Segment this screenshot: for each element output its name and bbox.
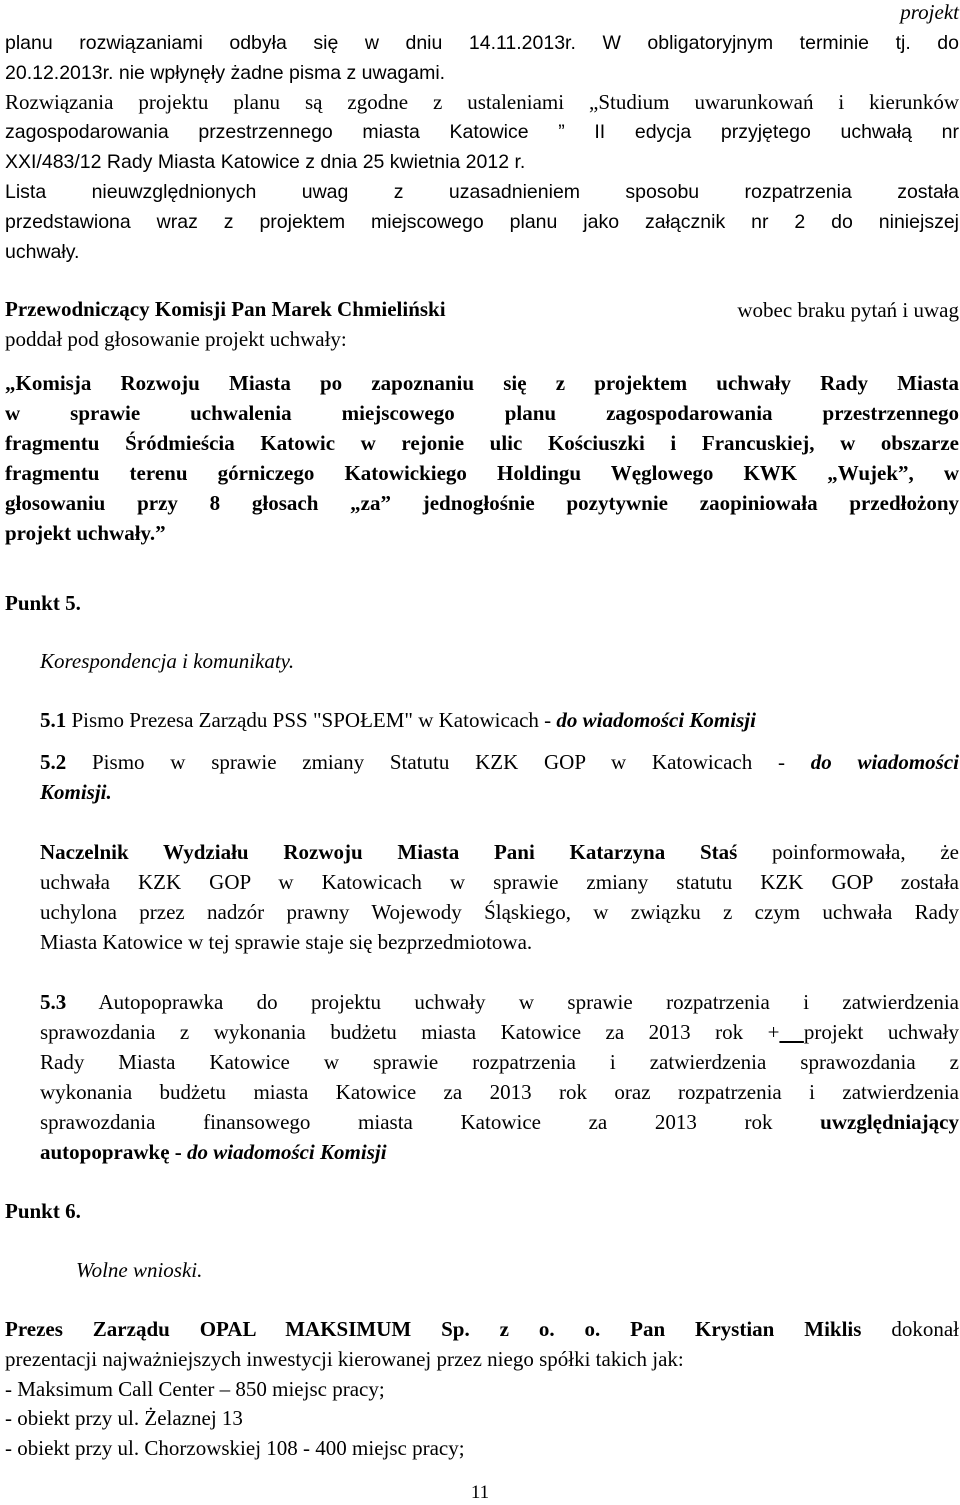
section-heading: Punkt 6. [5, 1199, 81, 1223]
naczelnik-line [40, 840, 959, 864]
paragraph-line: uchwały. [5, 241, 80, 263]
paragraph-line: Rady Miasta Katowice w sprawie rozpatrzenia i zatwierdzenia sprawozdania z [40, 1050, 959, 1074]
paragraph-line: przedstawiona wraz z projektem miejscowego planu jako załącznik nr 2 do niniejszej [5, 211, 959, 233]
resolution-line: w sprawie uchwalenia miejscowego planu zagospodarowania przestrzennego [5, 401, 959, 425]
item-number: 5.3 [40, 990, 67, 1014]
voting-intro-tail: wobec braku pytań i uwag [737, 298, 959, 322]
paragraph-line: prezentacji najważniejszych inwestycji kierowanej przez niego spółki takich jak: [5, 1347, 684, 1371]
speaker-text: dokonał [861, 1317, 959, 1341]
header-corner-label: projekt [900, 0, 959, 24]
text-span: sprawozdania finansowego miasta Katowice za 2013 rok [40, 1110, 821, 1134]
paragraph-line: uchylona przez nadzór prawny Wojewody Śląskiego, w związku z czym uchwała Rady [40, 900, 959, 924]
list-item: - obiekt przy ul. Chorzowskiej 108 - 400 miejsc pracy; [5, 1436, 465, 1460]
paragraph-line: Rozwiązania projektu planu są zgodne z ustaleniami „Studium uwarunkowań i kierunków [5, 90, 959, 114]
resolution-line: „Komisja Rozwoju Miasta po zapoznaniu się z projektem uchwały Rady Miasta [5, 371, 959, 395]
section-subtitle: Wolne wnioski. [76, 1258, 203, 1282]
paragraph-line [40, 1110, 959, 1134]
item-5-1 [40, 708, 756, 732]
paragraph-line: planu rozwiązaniami odbyła się w dniu 14.11.2013r. W obligatoryjnym terminie tj. do [5, 32, 959, 54]
paragraph-line: wykonania budżetu miasta Katowice za 2013 rok oraz rozpatrzenia i zatwierdzenia [40, 1080, 959, 1104]
resolution-line: projekt uchwały.” [5, 521, 166, 545]
list-item: - obiekt przy ul. Żelaznej 13 [5, 1406, 243, 1430]
voting-intro-line: poddał pod głosowanie projekt uchwały: [5, 327, 347, 351]
paragraph-line [40, 1020, 959, 1044]
item-text: Pismo Prezesa Zarządu PSS "SPOŁEM" w Katowicach - [66, 708, 557, 732]
note-span: do wiadomości Komisji [187, 1140, 387, 1164]
paragraph-line: 20.12.2013r. nie wpłynęły żadne pisma z uwagami. [5, 62, 446, 84]
speaker-text: poinformowała, że [737, 840, 959, 864]
speaker-line [5, 1317, 959, 1341]
bold-span: uwzględniający [820, 1110, 959, 1134]
underline-span [779, 1020, 803, 1044]
section-heading: Punkt 5. [5, 591, 81, 615]
item-number: 5.2 [40, 750, 67, 774]
paragraph-line: XXI/483/12 Rady Miasta Katowice z dnia 25 kwietnia 2012 r. [5, 151, 526, 173]
item-text: Pismo w sprawie zmiany Statutu KZK GOP w Katowicach - [66, 750, 811, 774]
paragraph-line: uchwała KZK GOP w Katowicach w sprawie zmiany statutu KZK GOP została [40, 870, 959, 894]
item-note: do wiadomości Komisji [556, 708, 756, 732]
section-subtitle: Korespondencja i komunikaty. [40, 649, 295, 673]
list-item: - Maksimum Call Center – 850 miejsc pracy; [5, 1377, 385, 1401]
item-5-2 [40, 750, 959, 774]
resolution-line: głosowaniu przy 8 głosach „za” jednogłośnie pozytywnie zaopiniowała przedłożony [5, 491, 959, 515]
item-text: Autopoprawka do projektu uchwały w sprawie rozpatrzenia i zatwierdzenia [66, 990, 959, 1014]
page-number: 11 [470, 1482, 490, 1503]
paragraph-line: Miasta Katowice w tej sprawie staje się bezprzedmiotowa. [40, 930, 533, 954]
resolution-line: fragmentu Śródmieścia Katowic w rejonie ulic Kościuszki i Francuskiej, w obszarze [5, 431, 959, 455]
paragraph-line [40, 1140, 387, 1164]
speaker-name: Naczelnik Wydziału Rozwoju Miasta Pani Katarzyna Staś [40, 840, 738, 864]
paragraph-line: Lista nieuwzględnionych uwag z uzasadnieniem sposobu rozpatrzenia została [5, 181, 959, 203]
item-number: 5.1 [40, 708, 67, 732]
resolution-line: fragmentu terenu górniczego Katowickiego Holdingu Węglowego KWK „Wujek”, w [5, 461, 959, 485]
speaker-name: Prezes Zarządu OPAL MAKSIMUM Sp. z o. o. Pan Krystian Miklis [5, 1317, 862, 1341]
text-span: projekt uchwały [803, 1020, 960, 1044]
item-note-continued: Komisji. [40, 780, 112, 804]
paragraph-line: zagospodarowania przestrzennego miasta Katowice ” II edycja przyjętego uchwałą nr [5, 121, 959, 143]
bold-span: autopoprawkę - [40, 1140, 188, 1164]
chairman-name: Przewodniczący Komisji Pan Marek Chmieliński [5, 297, 446, 321]
item-note: do wiadomości [810, 750, 959, 774]
text-span: sprawozdania z wykonania budżetu miasta Katowice za 2013 rok + [40, 1020, 780, 1044]
item-5-3 [40, 990, 959, 1014]
